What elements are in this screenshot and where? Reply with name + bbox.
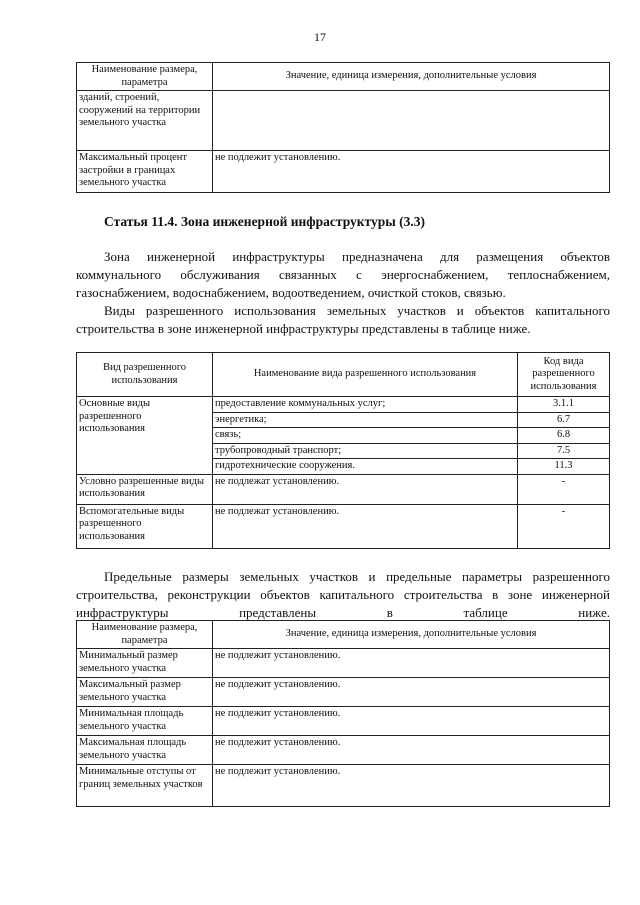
use-name-cell: энергетика;: [213, 412, 518, 428]
use-code-cell: 6.7: [518, 412, 610, 428]
param-cell: Максимальный процент застройки в границах земельного участка: [77, 151, 213, 193]
main-uses-label: Основные виды разрешенного использования: [77, 397, 213, 475]
use-code-cell: -: [518, 504, 610, 548]
use-name-cell: не подлежат установлению.: [213, 504, 518, 548]
table-row: [77, 649, 610, 678]
limits-paragraph: Предельные размеры земельных участков и предельные параметры разрешенного строительства, реконструкции объектов капитального строительства в зоне инженерной инфраструктуры представлены в таблице ниже.: [76, 569, 610, 620]
header-cell: Наименование размера, параметра: [77, 621, 213, 649]
conditional-uses-label: Условно разрешенные виды использования: [77, 474, 213, 504]
limits-table-continued: [76, 62, 610, 193]
use-code-cell: -: [518, 474, 610, 504]
limits-table: [76, 620, 610, 807]
table-row: [77, 397, 610, 413]
header-cell: Значение, единица измерения, дополнительные условия: [213, 621, 610, 649]
use-name-cell: не подлежат установлению.: [213, 474, 518, 504]
value-cell: не подлежит установлению.: [213, 707, 610, 736]
param-cell: Минимальная площадь земельного участка: [77, 707, 213, 736]
header-cell: Наименование размера, параметра: [77, 63, 213, 91]
table-row: [77, 678, 610, 707]
table-row: [77, 765, 610, 807]
table-row: [77, 707, 610, 736]
header-cell: Вид разрешенного использования: [77, 353, 213, 397]
use-name-cell: трубопроводный транспорт;: [213, 443, 518, 459]
value-cell: не подлежит установлению.: [213, 736, 610, 765]
use-code-cell: 7.5: [518, 443, 610, 459]
use-name-cell: предоставление коммунальных услуг;: [213, 397, 518, 413]
table-header-row: [77, 63, 610, 91]
section-heading: Статья 11.4. Зона инженерной инфраструктуры (3.3): [104, 214, 426, 229]
param-cell: Максимальная площадь земельного участка: [77, 736, 213, 765]
permitted-uses-table: [76, 352, 610, 549]
table-row: [77, 504, 610, 548]
page-number: 17: [314, 30, 326, 44]
auxiliary-uses-label: Вспомогательные виды разрешенного использования: [77, 504, 213, 548]
value-cell: не подлежит установлению.: [213, 151, 610, 193]
table-header-row: [77, 353, 610, 397]
use-code-cell: 6.8: [518, 428, 610, 444]
value-cell: не подлежит установлению.: [213, 649, 610, 678]
use-name-cell: связь;: [213, 428, 518, 444]
header-cell: Наименование вида разрешенного использования: [213, 353, 518, 397]
table-row: [77, 91, 610, 151]
header-cell: Код вида разрешенного использования: [518, 353, 610, 397]
header-cell: Значение, единица измерения, дополнительные условия: [213, 63, 610, 91]
value-cell: не подлежит установлению.: [213, 765, 610, 807]
table-row: [77, 736, 610, 765]
param-cell: зданий, строений, сооружений на территории земельного участка: [77, 91, 213, 151]
use-code-cell: 11.3: [518, 459, 610, 475]
param-cell: Минимальный размер земельного участка: [77, 649, 213, 678]
use-name-cell: гидротехнические сооружения.: [213, 459, 518, 475]
table-row: [77, 474, 610, 504]
intro-paragraph: Зона инженерной инфраструктуры предназначена для размещения объектов коммунального обслуживания связанных с энергоснабжением, теплоснабжением, газоснабжением, водоснабжением, водоотведением, очисткой стоков, связью.: [76, 249, 610, 300]
value-cell: [213, 91, 610, 151]
value-cell: не подлежит установлению.: [213, 678, 610, 707]
param-cell: Максимальный размер земельного участка: [77, 678, 213, 707]
table-header-row: [77, 621, 610, 649]
uses-paragraph: Виды разрешенного использования земельных участков и объектов капитального строительства в зоне инженерной инфраструктуры представлены в таблице ниже.: [76, 303, 610, 336]
param-cell: Минимальные отступы от границ земельных участков: [77, 765, 213, 807]
table-row: [77, 151, 610, 193]
use-code-cell: 3.1.1: [518, 397, 610, 413]
